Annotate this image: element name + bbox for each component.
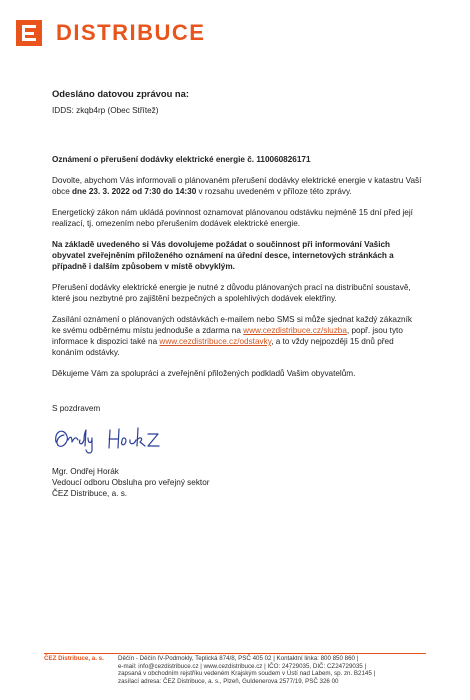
footer (44, 655, 444, 685)
footer-contacts: e-mail: info@cezdistribuce.cz | www.cezdistribuce.cz | IČO: 24729035, DIČ: CZ24729035 | (118, 662, 367, 670)
footer-registry: zapsaná v obchodním rejstříku vedeném Krajským soudem v Ústí nad Labem, sp. zn. B2145 | (118, 670, 376, 678)
letterhead (16, 20, 205, 46)
brand-name: DISTRIBUCE (56, 20, 206, 45)
paragraph-notifications: Zasílání oznámení o plánovaných odstávkách e-mailem nebo SMS si může sjednat každý zákazník ke svému odběrnému místu jednoduše a zdarma na www.cezdistribuce.cz/sluzba, popř. jsou tyto informace k dispozici také na www.cezdistribuce.cz/odstavky, a to vždy nejpozději 15 dnů před konáním odstávky. (52, 315, 412, 357)
outage-date: dne 23. 3. 2022 od 7:30 do 14:30 (72, 187, 197, 196)
footer-mailing-address: zasílací adresa: ČEZ Distribuce, a. s., Plzeň, Guldenerova 2577/19, PSČ 326 00 (118, 677, 339, 685)
handwritten-signature (52, 418, 422, 458)
cez-logo-icon (16, 20, 42, 46)
paragraph-intro: Dovolte, abychom Vás informovali o plánovaném přerušení dodávky elektrické energie v katastru Vaší obce dne 23. 3. 2022 od 7:30 do 14:30 v rozsahu uvedeném v příloze této zprávy. (52, 176, 422, 196)
footer-info (118, 655, 438, 685)
signatory-position: Vedoucí odboru Obsluha pro veřejný sektor (52, 478, 210, 487)
letter-subject: Oznámení o přerušení dodávky elektrické energie č. 110060826171 (52, 155, 311, 164)
footer-divider (44, 653, 426, 654)
signatory-company: ČEZ Distribuce, a. s. (52, 489, 128, 498)
link-sluzba[interactable]: www.cezdistribuce.cz/sluzba (243, 326, 347, 335)
footer-company: ČEZ Distribuce, a. s. (44, 655, 104, 662)
paragraph-thanks: Děkujeme Vám za spolupráci a zveřejnění přiložených podkladů Vašim obyvatelům. (52, 369, 356, 378)
signatory-name: Mgr. Ondřej Horák (52, 467, 119, 476)
recipient-idds: IDDS: zkqb4rp (Obec Střítež) (52, 106, 159, 115)
paragraph-reason: Přerušení dodávky elektrické energie je nutné z důvodu plánovaných prací na distribuční soustavě, které jsou nezbytné pro zajištění bezpečných a spolehlivých dodávek elektřiny. (52, 283, 411, 303)
greeting: S pozdravem (52, 404, 101, 413)
paragraph-request: Na základě uvedeného si Vás dovolujeme požádat o součinnost při informování Vašich obyvatel zveřejněním přiloženého oznámení na úřední desce, internetových stránkách a případně i dalším způsobem v místě obvyklým. (52, 240, 394, 271)
link-odstavky[interactable]: www.cezdistribuce.cz/odstavky (159, 337, 272, 346)
recipient-heading: Odesláno datovou zprávou na: (52, 88, 189, 99)
paragraph-law: Energetický zákon nám ukládá povinnost oznamovat plánovanou odstávku nejméně 15 dní před její realizací, tj. omezením nebo přerušením dodávek elektrické energie. (52, 208, 413, 228)
letter-body (52, 88, 422, 499)
footer-address: Děčín - Děčín IV-Podmokly, Teplická 874/8, PSČ 405 02 | Kontaktní linka: 800 850 860 | (118, 655, 359, 662)
